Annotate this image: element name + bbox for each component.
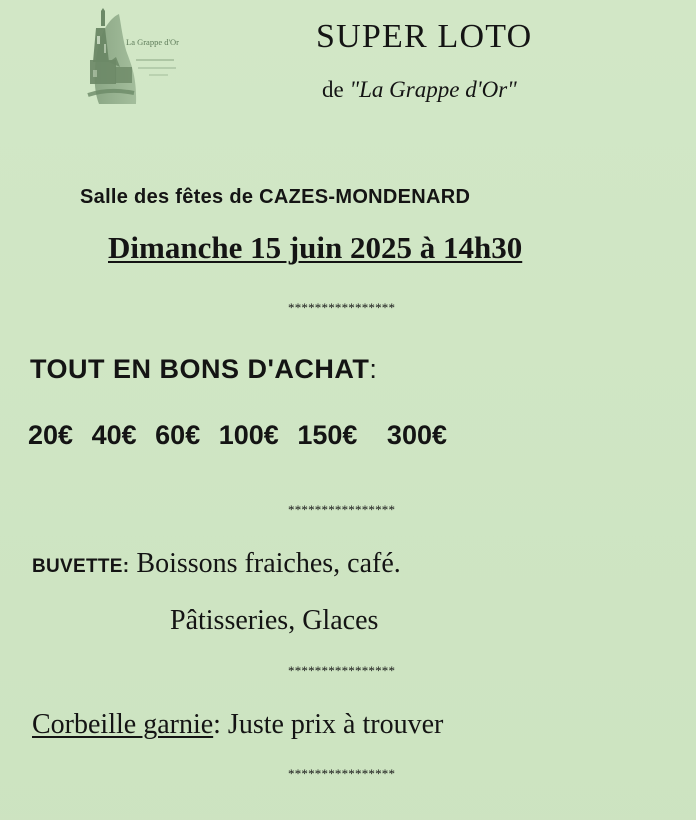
buvette-items-line1: Boissons fraiches, café. — [129, 548, 401, 579]
prize-headline-text: TOUT EN BONS D'ACHAT — [30, 354, 370, 384]
prize-amount: 300€ — [386, 420, 447, 450]
prize-amount: 60€ — [155, 420, 201, 450]
corbeille-line — [32, 711, 443, 739]
prize-amounts — [28, 422, 447, 449]
prize-amount: 20€ — [28, 420, 74, 450]
organizer-name: "La Grappe d'Or" — [349, 77, 517, 102]
prize-amount: 150€ — [297, 420, 358, 450]
corbeille-label: Corbeille garnie — [32, 709, 214, 740]
buvette-label: BUVETTE: — [32, 556, 130, 577]
separator-line: **************** — [288, 502, 396, 517]
prize-headline — [30, 356, 377, 383]
prize-amount: 100€ — [218, 420, 279, 450]
separator-line: **************** — [288, 300, 396, 315]
prize-amount: 40€ — [91, 420, 137, 450]
grappe-dor-logo — [73, 8, 193, 106]
organizer-subtitle — [322, 78, 517, 101]
corbeille-text: : Juste prix à trouver — [213, 709, 444, 740]
prize-headline-colon: : — [369, 354, 378, 384]
buvette-items-line2: Pâtisseries, Glaces — [170, 605, 379, 636]
logo-text: La Grappe d'Or — [126, 37, 179, 47]
subtitle-prefix: de — [322, 77, 350, 102]
separator-line: **************** — [288, 663, 396, 678]
event-title: SUPER LOTO — [316, 18, 533, 55]
church-logo-icon — [73, 8, 193, 106]
venue-line: Salle des fêtes de CAZES-MONDENARD — [80, 186, 471, 208]
buvette-line — [32, 550, 401, 578]
separator-line: **************** — [288, 766, 396, 781]
event-datetime: Dimanche 15 juin 2025 à 14h30 — [108, 230, 523, 265]
